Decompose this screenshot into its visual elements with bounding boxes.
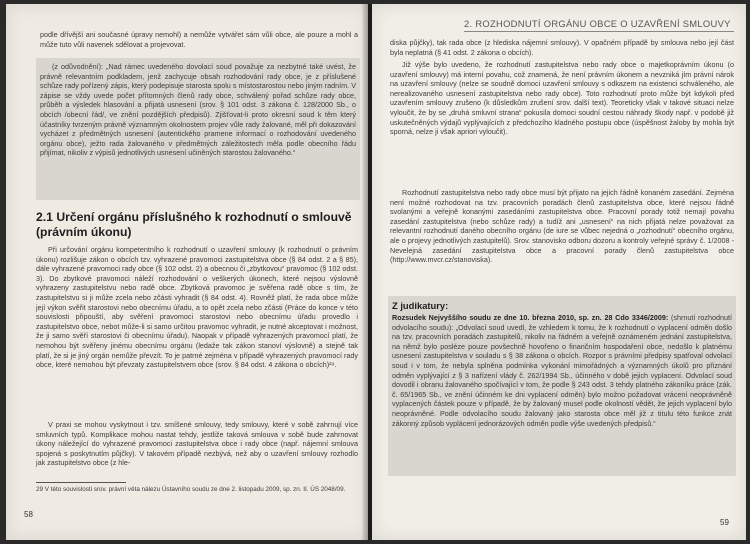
running-head: 2. ROZHODNUTÍ ORGÁNU OBCE O UZAVŘENÍ SMLOUVY: [464, 18, 731, 29]
case-law-text: [392, 313, 732, 428]
continuation-paragraph: podle dřívější ani současné úpravy nemohl) a nemůže vytvářet sám vůli obce, ale pouze a mohl a může tuto vůli navenek sdělovat a projevovat.: [40, 30, 358, 49]
page-number: 58: [24, 510, 33, 519]
quote-paragraph: (z odůvodnění): „Nad rámec uvedeného dovolací soud považuje za nezbytné také uvést, že právně relevantním podkladem, jenž zachycuje obsah rozhodování rady obce, je z příslušené schůze rady pořízený zápis, který podepisuje starosta spolu s místostarostou nebo jiným radním. V zápise se vždy uvede počet přítomných členů rady obce, schválený pořad schůze rady obce, průběh a výsledek hlasování a přijatá usnesení (srov. § 101 odst. 3 zákona č. 128/2000 Sb., o obcích /obecní řád/, ve znění pozdějších předpisů). Zjišťovat-li proto okresní soud k těm který účastníky tvrzeným právně významným okolnostem projev vůle rady žalované, měl při dokazování vycházet z předmětných usnesení (autentického pramene informací o rozhodování uvedeného orgánu obce), ježto rada žalovaného v předmětných záležitostech měla podle obecního řádu přijímat, nikoliv z výpisů jednotlivých usnesení učiněných starostou žalovaného.“: [40, 62, 356, 158]
right-page: [372, 4, 746, 540]
case-summary: (shrnutí rozhodnutí odvolacího soudu): „Odvolací soud uvedl, že vzhledem k tomu, že k rozhodnutí o vyplacení odměn došlo na tzv. pracovních poradách zastupitelů, nikoliv na řádném a veřejně oznámeném jednání zastupitelstva, na němž bylo posléze pouze povšechně hovořeno o finančním hospodaření obce, nedošlo k platnému usnesení zastupitelstva v souladu s § 38 zákona o obcích. Rozpor s právními předpisy spatřoval odvolací soud i v tom, že nebyla splněna podmínka vykonání mimořádných a významných úkolů pro přiznání odměn vyplývající z § 3 nařízení vlády č. 262/1994 Sb., účinného v době jejich vyplacení. Odvolací soud dovodil i obranu žalovaného spočívající v tom, že podle § 243 odst. 3 tehdy platného zákoníku práce (zák. č. 65/1965 Sb., ve znění účinném ke dni vyplacení odměn) bylo možno požadovat vrácení neoprávněně vyplacených částek pouze v případě, že by žalovaný musel podle okolností vědět, že jejich vyplacení bylo neoprávněné. Podle odvolacího soudu žalovaný jako starosta obce měl již z titulu této funkce znát zákonný způsob vyplácení jednorázových odměn podle výše uvedených předpisů.“: [392, 313, 732, 428]
body-paragraph-1: Při určování orgánu kompetentního k rozhodnutí o uzavření smlouvy (k rozhodnutí o právním úkonu) rozlišuje zákon o obcích tzv. vyhrazené pravomoci zastupitelstva obce (§ 84 odst. 2 a § 85), dále vyhrazené pravomoci rady obce (§ 102 odst. 2) a obecnou či „zbytkovou“ pravomoc (§ 102 odst. 3). Do zbytkové pravomoci náleží rozhodování o veškerých úkonech, které nejsou výslovně vyhrazeny zastupitelstvu nebo radě obce. Zbytková pravomoc je svěřena radě obce s tím, že zastupitelstvu si ji může zcela nebo zčásti vyhradit (§ 84 odst. 4). Rovněž platí, že rada obce může její výkon svěřit starostovi nebo obecnímu úřadu, a to opět zcela nebo zčásti (Práce do konce v této souvislosti připouští, aby svěření pravomoci starostovi nebo obecnímu úřadu provedlo i zastupitelstvo obce, nebot může-li si samo určitou pravomoc vyhradit, je nutné akceptovat i možnost, že ji samo svěří starostovi či obecnímu úřadu). Naopak v případě vyhrazených pravomocí platí, že nemohou být svěřeny jinému obecnímu orgánu (ledaže tak zákon stanoví výslovně) a stejně tak platí, že si je jiný orgán nemůže převzít. To je patrné zejména v případě vyhrazených pravomocí rady obce, které nemohou být převzaty zastupitelstvem obce (srov. § 84 odst. 4 zákona o obcích)²⁹.: [36, 245, 358, 370]
body-paragraph-1: diska půjčky), tak rada obce (z hlediska nájemní smlouvy). V opačném případě by smlouva nebo její část byla neplatná (§ 41 odst. 2 zákona o obcích).: [390, 38, 734, 57]
section-heading: 2.1 Určení orgánu příslušného k rozhodnutí o smlouvě (právním úkonu): [36, 210, 352, 239]
body-paragraph-2: Již výše bylo uvedeno, že rozhodnutí zastupitelstva nebo rady obce o majetkoprávním úkonu (o uzavření smlouvy) má interní povahu, což znamená, že není právním úkonem a nevzniká jím právní nárok na uzavření smlouvy (nelze se soudně domoci uzavření smlouvy s odkazem na existenci schváleného, ale nerealizovaného usnesení zastupitelstva nebo rady obce). Toto rozhodnutí proto může být kdykoli před uzavřením smlouvy zrušeno (k důsledkům zrušení srov. další text). Teoreticky však v takové situaci nelze vyloučit, že by se „druhá smluvní strana“ pokusila domoci soudní cestou náhrady škody např. v podobě již uskutečněných výdajů vyplývajících z předchozího kladného postupu obce (úspěšnost žaloby by mohla být sporná, nelze ji však apriori vyloučit).: [390, 60, 734, 137]
body-paragraph-2: V praxi se mohou vyskytnout i tzv. smíšené smlouvy, tedy smlouvy, které v sobě zahrnují více smluvních typů. Komplikace mohou nastat tehdy, jestliže taková smlouva v sobě bude zahrnovat úkony náležející do vyhrazené pravomoci zastupitelstva obce i rady obce (např. nájemní smlouva spojená s poskytnutím půjčky). V takovém případě nezbývá, než aby o uzavření smlouvy rozhodlo jak zastupitelstvo obce (z hle-: [36, 420, 358, 468]
case-law-title: Z judikatury:: [392, 300, 449, 311]
case-law-box: [388, 296, 736, 476]
running-head-rule: [464, 31, 734, 32]
quote-box: [36, 58, 360, 200]
case-citation: Rozsudek Nejvyššího soudu ze dne 10. března 2010, sp. zn. 28 Cdo 3346/2009:: [392, 313, 669, 322]
footnote: 29 V této souvislosti srov. právní věta nálezu Ústavního soudu ze dne 2. listopadu 2009, sp. zn. II. ÚS 2048/09.: [36, 486, 346, 493]
left-page: [6, 4, 368, 540]
footnote-rule: [36, 482, 126, 483]
page-number: 59: [720, 518, 729, 527]
body-paragraph-3: Rozhodnutí zastupitelstva nebo rady obce musí být přijato na jejich řádně konaném zasedání. Zejména není možné rozhodovat na tzv. pracovních poradách členů zastupitelstva obce, které nejsou řádně svolanými a veřejně konanými zasedáními zastupitelstva obce. Pracovní porady totiž nemají povahu zasedání zastupitelstva (nebo schůze rady) a tudíž ani „usnesení“ na nich přijatá nelze považovat za relevantní rozhodnutí daného obecního orgánu (de iure se vůbec nejedná o „rozhodnutí“ obecního orgánu, ale o projevy jednotlivých zastupitelů). Srov. stanovisko odboru dozoru a kontroly veřejné správy č. 1/2008 - Nevelejná zasedání zastupitelstva obce a pracovní porady členů zastupitelstva obce (http://www.mvcr.cz/stanoviska).: [390, 188, 734, 265]
